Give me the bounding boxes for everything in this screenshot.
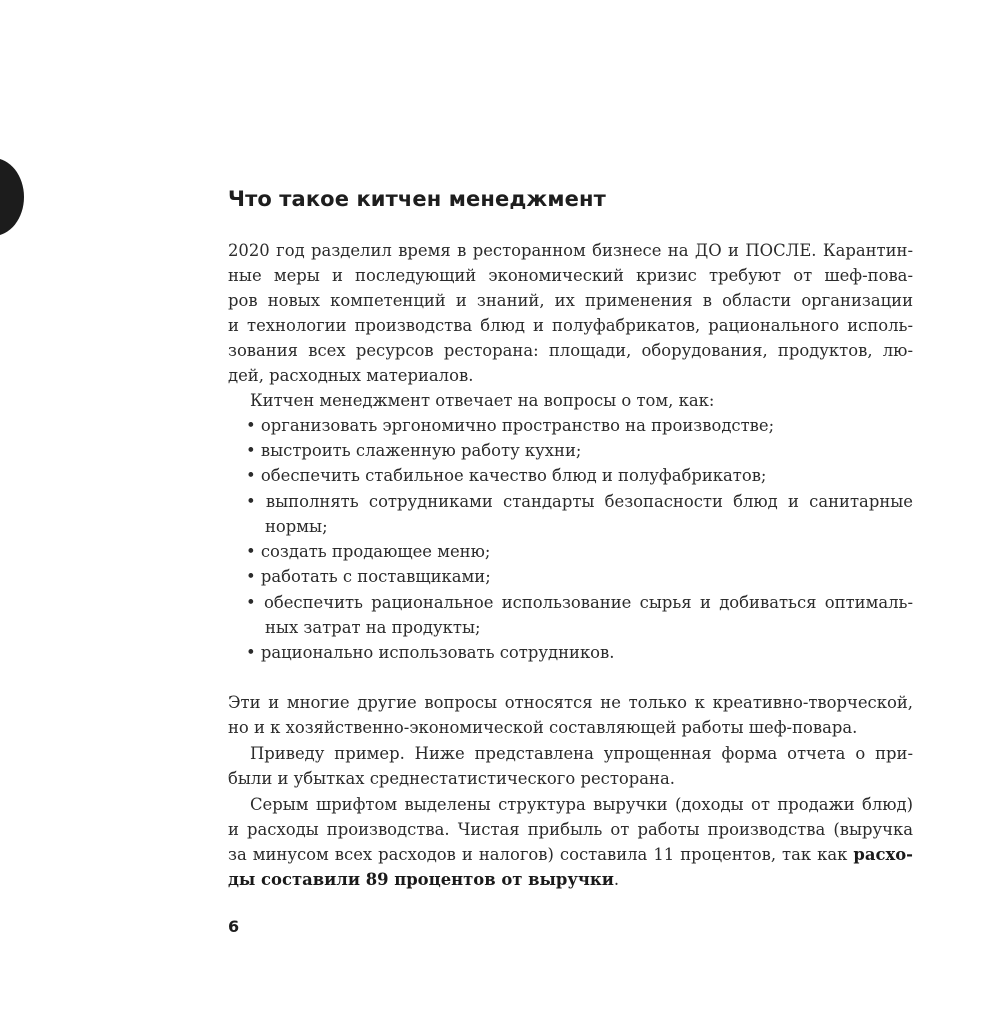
paragraph-line: и расходы производства. Чистая прибыль от работы производства (выручка [228,820,913,839]
page-number: 6 [228,917,240,936]
chapter-tab-marker [0,158,24,236]
list-item: • выполнять сотрудниками стандарты безопасности блюд и санитарные [246,492,913,511]
list-item: • обеспечить стабильное качество блюд и полуфабрикатов; [246,466,767,485]
list-item: • рационально использовать сотрудников. [246,643,615,662]
intro-line: дей, расходных материалов. [228,366,474,385]
intro-line: и технологии производства блюд и полуфабрикатов, рационального исполь- [228,316,913,335]
intro-line: 2020 год разделил время в ресторанном бизнесе на ДО и ПОСЛЕ. Карантин- [228,241,913,260]
list-item-continuation: нормы; [265,517,328,536]
paragraph-text: за минусом всех расходов и налогов) составила 11 процентов, так как [228,845,854,864]
paragraph-line-mixed [228,867,619,892]
intro-line: ные меры и последующий экономический кризис требуют от шеф-пова- [228,266,913,285]
list-item: • создать продающее меню; [246,542,491,561]
paragraph-line: Приведу пример. Ниже представлена упрощенная форма отчета о при- [250,744,913,763]
list-intro: Китчен менеджмент отвечает на вопросы о том, как: [250,391,715,410]
intro-line: зования всех ресурсов ресторана: площади, оборудования, продуктов, лю- [228,341,913,360]
list-item: • организовать эргономично пространство на производстве; [246,416,775,435]
paragraph-line-mixed [228,842,913,867]
paragraph-line: Эти и многие другие вопросы относятся не только к креативно-творческой, [228,693,913,712]
paragraph-line: были и убытках среднестатистического ресторана. [228,769,675,788]
paragraph-line: Серым шрифтом выделены структура выручки (доходы от продажи блюд) [250,795,913,814]
list-item: • выстроить слаженную работу кухни; [246,441,582,460]
intro-line: ров новых компетенций и знаний, их применения в области организации [228,291,913,310]
paragraph-text: . [613,870,620,889]
page-title: Что такое китчен менеджмент [228,187,606,211]
list-item-continuation: ных затрат на продукты; [265,618,481,637]
paragraph-line: но и к хозяйственно-экономической составляющей работы шеф-повара. [228,718,858,737]
emphasis-text: ды составили 89 процентов от выручки [228,870,614,889]
emphasis-text: расхо- [853,845,913,864]
list-item: • обеспечить рациональное использование сырья и добиваться оптималь- [246,593,913,612]
list-item: • работать с поставщиками; [246,567,491,586]
